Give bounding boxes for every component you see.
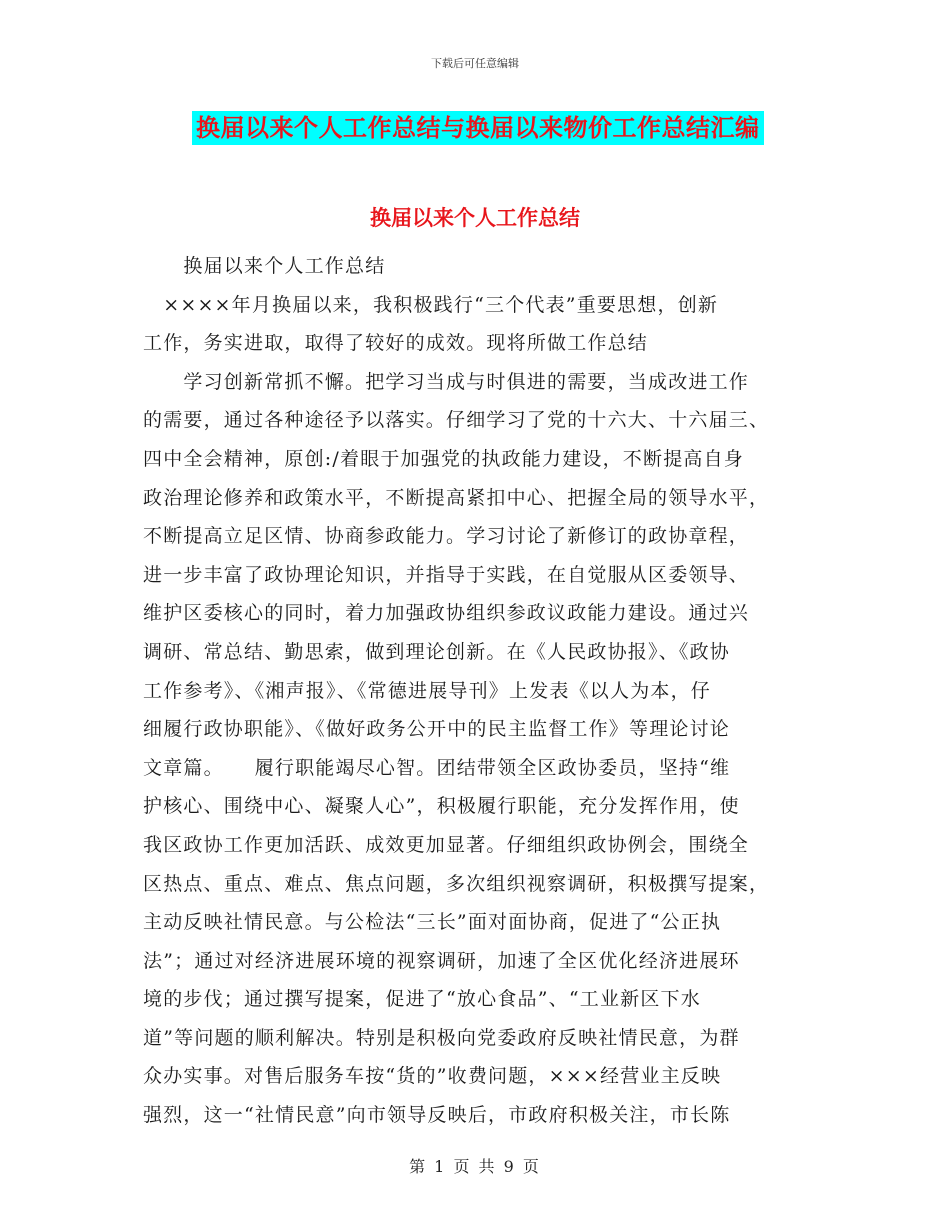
section-title: 换届以来个人工作总结 [370, 205, 580, 230]
body-line: 进一步丰富了政协理论知识，并指导于实践，在自觉服从区委领导、 [143, 563, 750, 586]
body-line: 法”；通过对经济进展环境的视察调研，加速了全区优化经济进展环 [143, 949, 740, 972]
body-line: 学习创新常抓不懈。把学习当成与时俱进的需要，当成改进工作 [143, 370, 750, 393]
page-footer: 第 1 页 共 9 页 [409, 1157, 541, 1176]
document-title: 换届以来个人工作总结与换届以来物价工作总结汇编 [192, 111, 764, 145]
body-text [143, 247, 807, 1135]
body-line: 道”等问题的顺利解决。特别是积极向党委政府反映社情民意，为群 [143, 1026, 740, 1049]
body-line: 政治理论修养和政策水平，不断提高紧扣中心、把握全局的领导水平， [143, 486, 770, 509]
body-line: 的需要，通过各种途径予以落实。仔细学习了党的十六大、十六届三、 [143, 409, 770, 432]
body-line: 我区政协工作更加活跃、成效更加显著。仔细组织政协例会，围绕全 [143, 833, 750, 856]
body-line: 工作参考》、《湘声报》、《常德进展导刊》上发表《以人为本，仔 [143, 679, 712, 702]
body-line: 境的步伐；通过撰写提案，促进了“放心食品”、“工业新区下水 [143, 988, 701, 1011]
body-line: 文章篇。 履行职能竭尽心智。团结带领全区政协委员，坚持“维 [143, 756, 731, 779]
body-line: 四中全会精神，原创:/着眼于加强党的执政能力建设，不断提高自身 [143, 447, 745, 470]
body-line: 主动反映社情民意。与公检法“三长”面对面协商，促进了“公正执 [143, 911, 722, 934]
body-line: 调研、常总结、勤思索，做到理论创新。在《人民政协报》、《政协 [143, 640, 731, 663]
body-line: 强烈，这一“社情民意”向市领导反映后，市政府积极关注，市长陈 [143, 1104, 731, 1127]
body-line: 维护区委核心的同时，着力加强政协组织参政议政能力建设。通过兴 [143, 602, 750, 625]
body-line: 众办实事。对售后服务车按“货的”收费问题，×××经营业主反映 [143, 1065, 722, 1088]
body-line: ××××年月换届以来，我积极践行“三个代表”重要思想，创新 [143, 293, 719, 316]
body-line: 换届以来个人工作总结 [143, 255, 386, 277]
header-note: 下载后可任意编辑 [431, 57, 519, 70]
body-line: 区热点、重点、难点、焦点问题，多次组织视察调研，积极撰写提案， [143, 872, 770, 895]
body-line: 不断提高立足区情、协商参政能力。学习讨论了新修订的政协章程， [143, 525, 750, 548]
body-line: 细履行政协职能》、《做好政务公开中的民主监督工作》等理论讨论 [143, 718, 731, 741]
body-line: 护核心、围绕中心、凝聚人心”，积极履行职能，充分发挥作用，使 [143, 795, 740, 818]
body-line: 工作，务实进取，取得了较好的成效。现将所做工作总结 [143, 332, 649, 355]
